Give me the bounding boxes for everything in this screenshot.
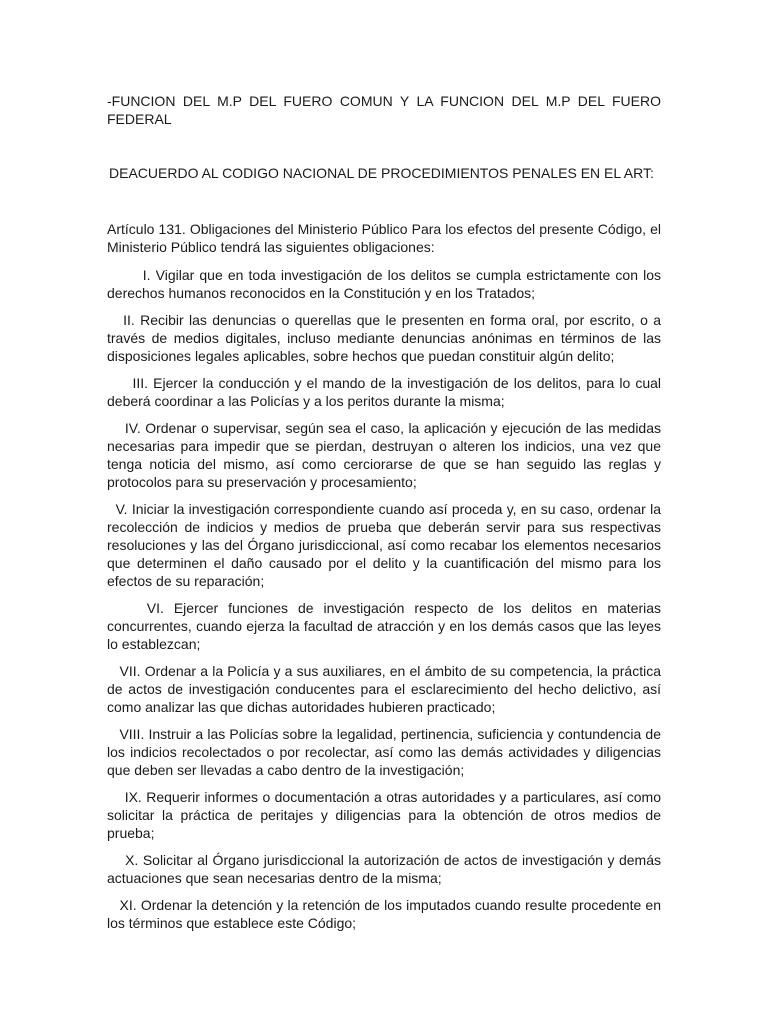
obligation-text: I. Vigilar que en toda investigación de los delitos se cumpla estrictamente con los derechos humanos reconocidos en la Constitución y en los Tratados;: [107, 267, 661, 301]
obligation-indent: [107, 789, 125, 805]
obligation-text: III. Ejercer la conducción y el mando de la investigación de los delitos, para lo cual deberá coordinar a las Policías y a los peritos durante la misma;: [107, 375, 662, 409]
obligation-indent: [107, 420, 125, 436]
obligations-list: [107, 266, 661, 932]
obligation-text: VI. Ejercer funciones de investigación respecto de los delitos en materias concurrentes, cuando ejerza la facultad de atracción y en los demás casos que las leyes lo establezcan;: [107, 600, 662, 652]
obligation-text: X. Solicitar al Órgano jurisdiccional la autorización de actos de investigación y demás actuaciones que sean necesarias dentro de la misma;: [107, 852, 661, 886]
document-body: [107, 220, 661, 941]
obligation-indent: [107, 726, 119, 742]
obligation-indent: [107, 852, 125, 868]
obligation-text: II. Recibir las denuncias o querellas que le presenten en forma oral, por escrito, o a través de medios digitales, incluso mediante denuncias anónimas en términos de las disposiciones legales aplicables, sobre hechos que puedan constituir algún delito;: [107, 312, 662, 364]
obligation-item: [107, 662, 661, 716]
obligation-indent: [107, 600, 147, 616]
obligation-text: IV. Ordenar o supervisar, según sea el caso, la aplicación y ejecución de las medidas necesarias para impedir que se pierdan, destruyan o alteren los indicios, una vez que tenga noticia del mismo, así como cerciorarse de que se han seguido las reglas y protocolos para su preservación y procesamiento;: [107, 420, 661, 490]
obligation-item: [107, 500, 661, 590]
obligation-indent: [107, 312, 123, 328]
obligation-indent: [107, 663, 120, 679]
obligation-item: [107, 851, 661, 887]
document-title: -FUNCION DEL M.P DEL FUERO COMUN Y LA FUNCION DEL M.P DEL FUERO FEDERAL: [107, 93, 661, 127]
document-subtitle: DEACUERDO AL CODIGO NACIONAL DE PROCEDIMIENTOS PENALES EN EL ART:: [109, 165, 654, 181]
article-intro: Artículo 131. Obligaciones del Ministerio Público Para los efectos del presente Código, el Ministerio Público tendrá las siguientes obligaciones:: [107, 221, 661, 255]
obligation-item: [107, 896, 661, 932]
obligation-item: [107, 266, 661, 302]
obligation-text: V. Iniciar la investigación correspondiente cuando así proceda y, en su caso, ordenar la recolección de indicios y medios de prueba que deberán servir para sus respectivas resoluciones y las del Órgano jurisdiccional, así como recabar los elementos necesarios que determinen el daño causado por el delito y la cuantificación del mismo para los efectos de su reparación;: [107, 501, 662, 589]
obligation-indent: [107, 267, 143, 283]
obligation-item: [107, 788, 661, 842]
obligation-item: [107, 725, 661, 779]
obligation-text: VIII. Instruir a las Policías sobre la legalidad, pertinencia, suficiencia y contundencia de los indicios recolectados o por recolectar, así como las demás actividades y diligencias que deben ser llevadas a cabo dentro de la investigación;: [107, 726, 661, 778]
obligation-item: [107, 599, 661, 653]
obligation-indent: [107, 501, 116, 517]
obligation-text: XI. Ordenar la detención y la retención de los imputados cuando resulte procedente en los términos que establece este Código;: [107, 897, 661, 931]
obligation-item: [107, 374, 661, 410]
obligation-text: IX. Requerir informes o documentación a otras autoridades y a particulares, así como solicitar la práctica de peritajes y diligencias para la obtención de otros medios de prueba;: [107, 789, 661, 841]
obligation-text: VII. Ordenar a la Policía y a sus auxiliares, en el ámbito de su competencia, la práctica de actos de investigación conducentes para el esclarecimiento del hecho delictivo, así como analizar las que dichas autoridades hubieren practicado;: [107, 663, 662, 715]
obligation-item: [107, 311, 661, 365]
obligation-indent: [107, 375, 132, 391]
obligation-item: [107, 419, 661, 491]
obligation-indent: [107, 897, 120, 913]
